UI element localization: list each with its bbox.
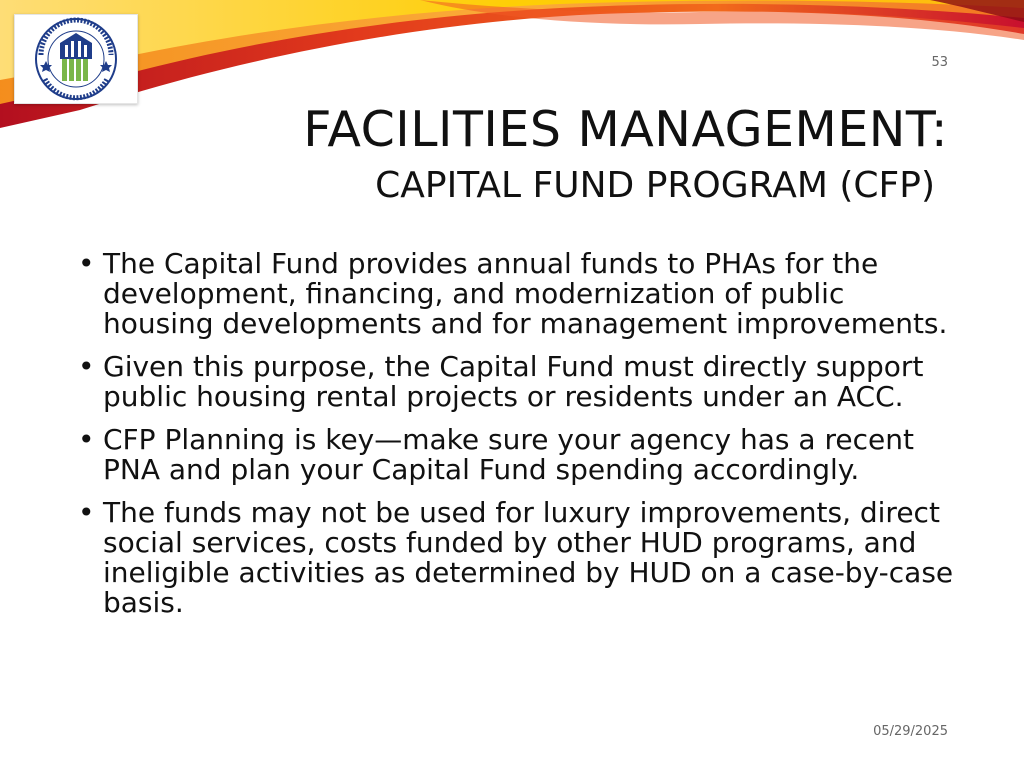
slide-title: FACILITIES MANAGEMENT: xyxy=(303,101,948,158)
bullet-item xyxy=(78,352,963,412)
bullet-text: The funds may not be used for luxury improvements, direct social services, costs funded by other HUD programs, and ineligible activities as determined by HUD on a case-by-case basis. xyxy=(103,496,954,619)
slide-number: 53 xyxy=(931,55,948,70)
hud-seal-logo xyxy=(14,14,138,104)
bullet-text: The Capital Fund provides annual funds to PHAs for the development, financing, and modernization of public housing developments and for management improvements. xyxy=(103,247,948,340)
slide-date: 05/29/2025 xyxy=(873,724,948,739)
slide-subtitle: CAPITAL FUND PROGRAM (CFP) xyxy=(375,165,935,206)
bullet-item xyxy=(78,249,963,339)
hud-seal-icon xyxy=(15,15,137,103)
bullet-item xyxy=(78,425,963,485)
bullet-icon: • xyxy=(78,247,95,280)
bullet-icon: • xyxy=(78,496,95,529)
bullet-text: CFP Planning is key—make sure your agency has a recent PNA and plan your Capital Fund spending accordingly. xyxy=(103,423,914,486)
bullet-icon: • xyxy=(78,423,95,456)
bullet-list xyxy=(78,249,963,631)
bullet-icon: • xyxy=(78,350,95,383)
bullet-text: Given this purpose, the Capital Fund must directly support public housing rental projects or residents under an ACC. xyxy=(103,350,924,413)
bullet-item xyxy=(78,498,963,618)
